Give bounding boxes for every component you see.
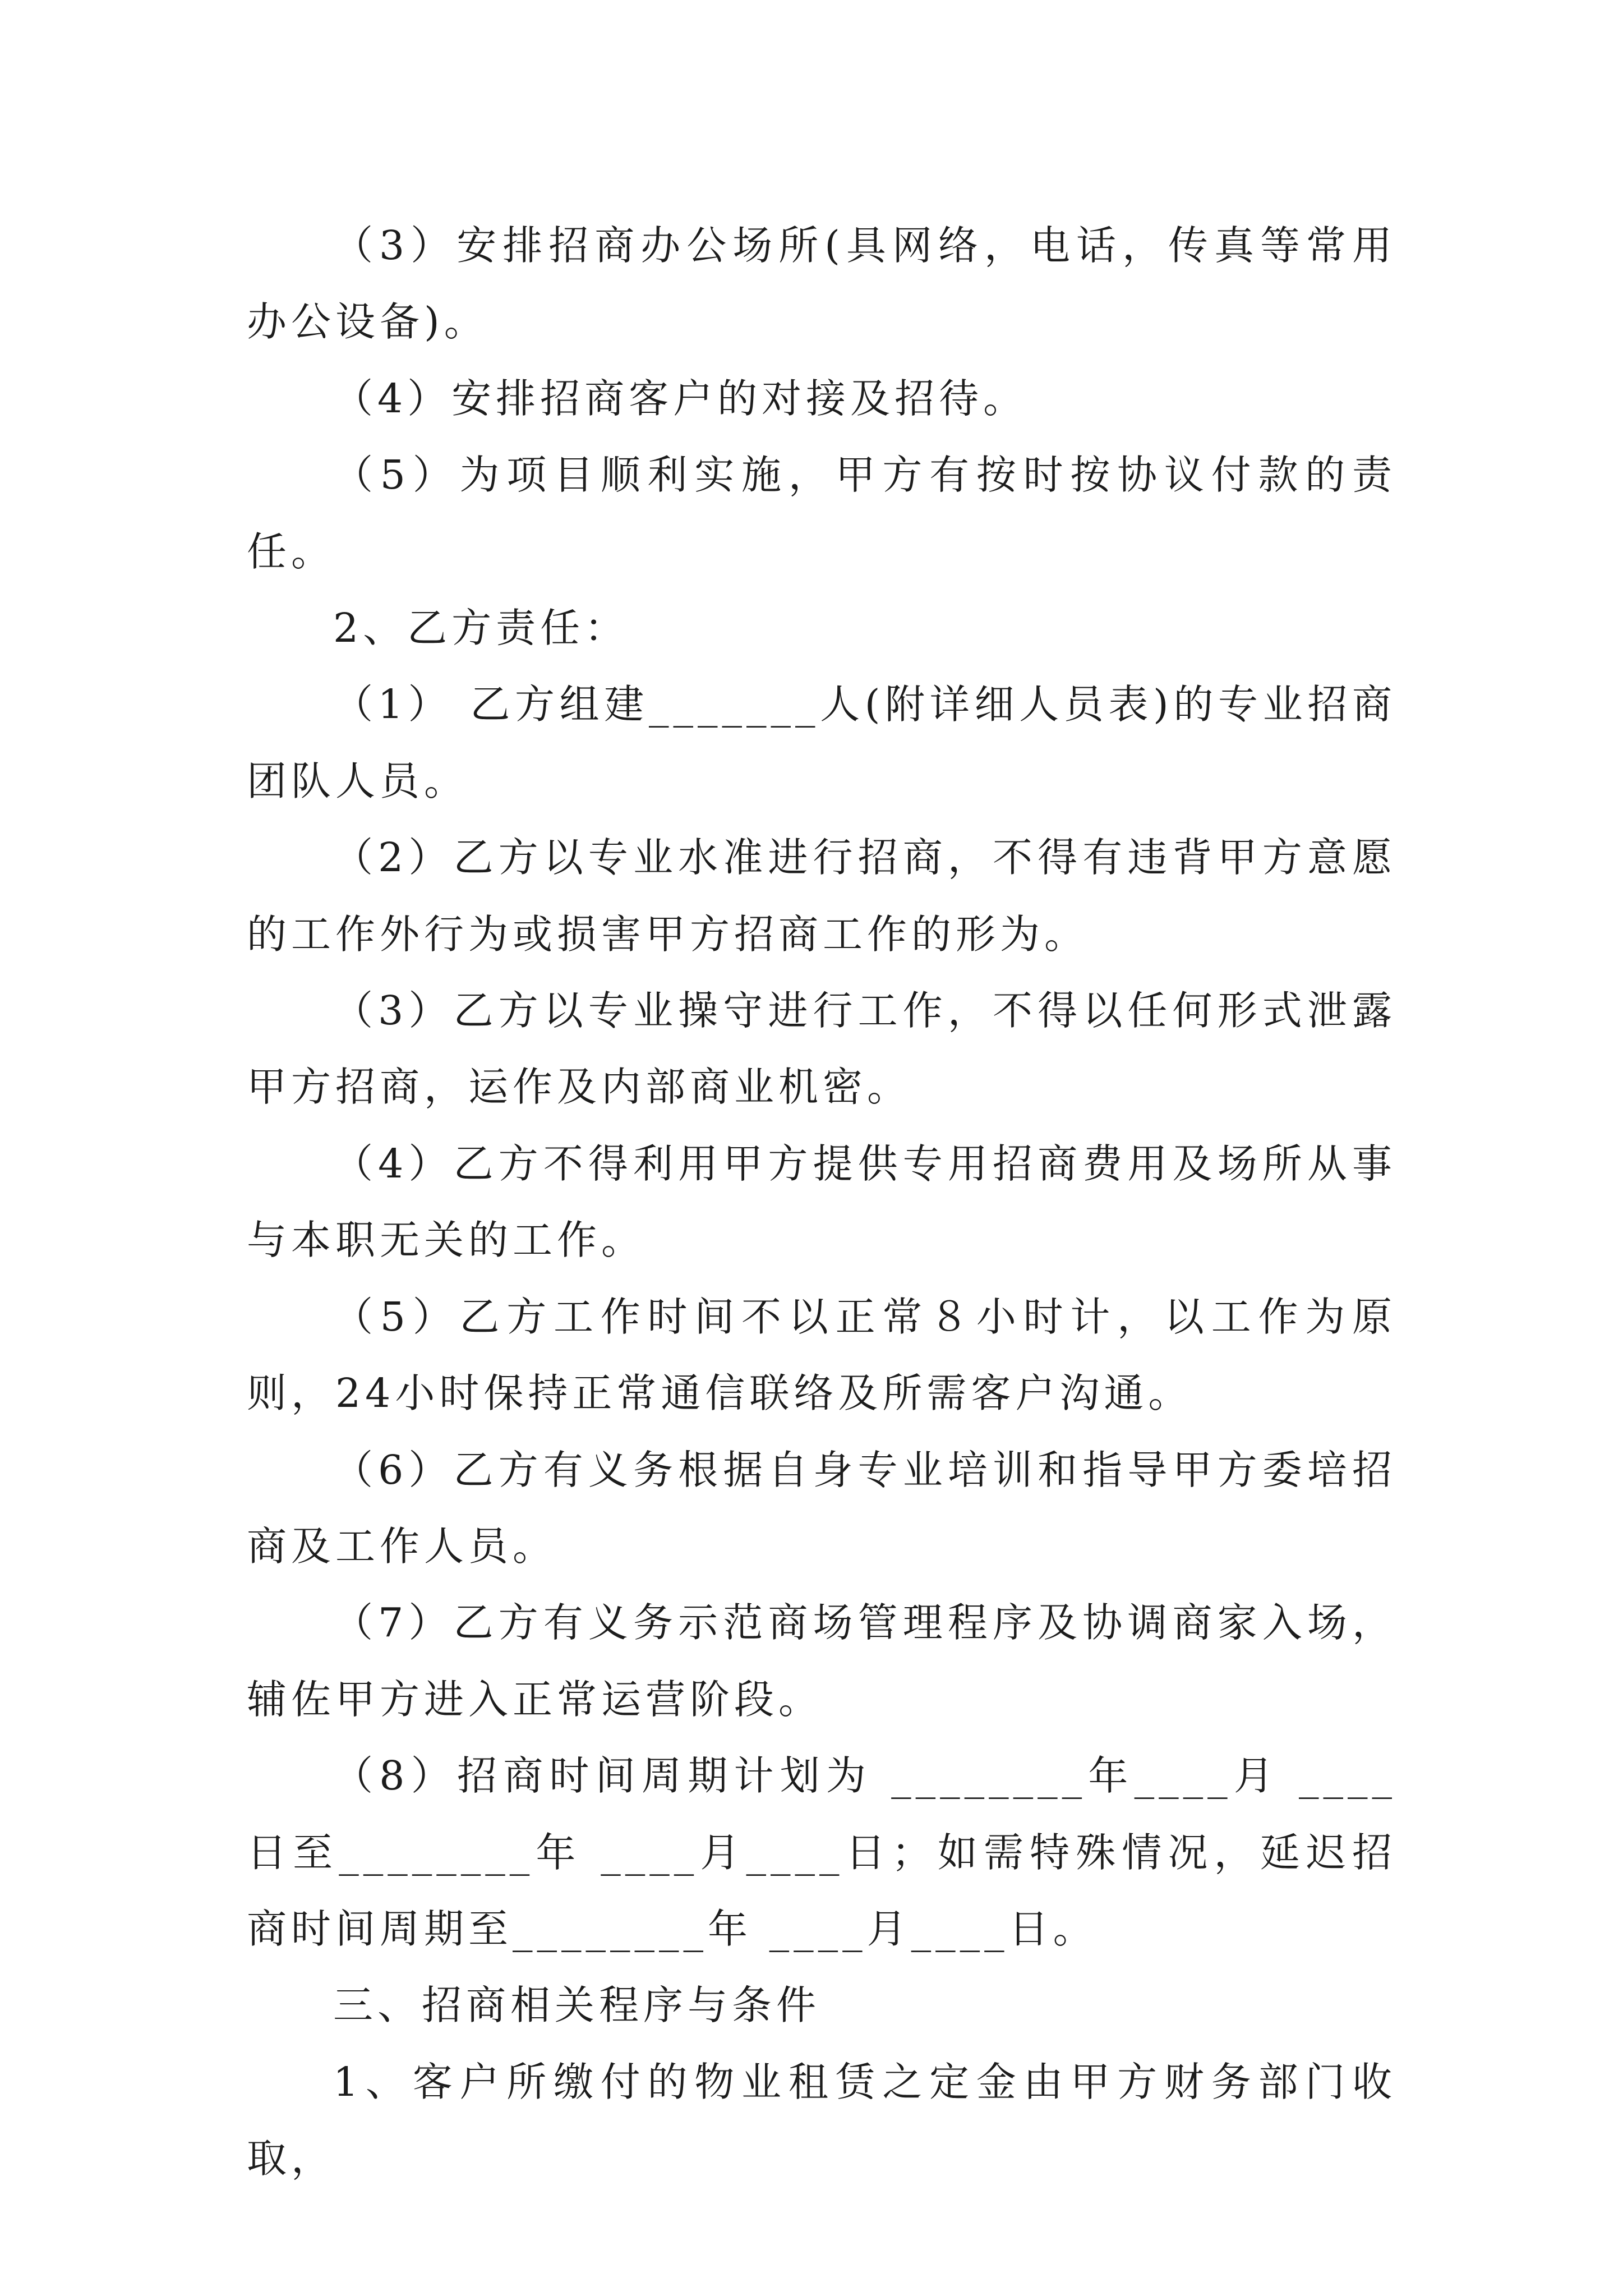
paragraph-party-a-duty-4: （4）安排招商客户的对接及招待。	[333, 375, 1028, 422]
paragraph-party-a-duty-3: （3）安排招商办公场所(具网络，电话，传真等常用办公设备)。	[247, 222, 1396, 346]
paragraph-party-b-duty-5: （5）乙方工作时间不以正常８小时计，以工作为原则，24小时保持正常通信联络及所需客户沟通。	[247, 1293, 1396, 1417]
paragraph-section-three-item-1: 1、客户所缴付的物业租赁之定金由甲方财务部门收取，	[247, 2058, 1396, 2182]
paragraph-party-b-duty-2: （2）乙方以专业水准进行招商，不得有违背甲方意愿的工作外行为或损害甲方招商工作的形为。	[247, 834, 1396, 958]
heading-section-three: 三、招商相关程序与条件	[333, 1982, 821, 2029]
paragraph-party-b-duty-8: （8）招商时间周期计划为 ________年____月 ____日至________年 ____月____日；如需特殊情况，延迟招商时间周期至________年 ____月____日。	[247, 1752, 1396, 1952]
document-body	[247, 208, 1396, 2197]
paragraph-party-b-duty-6: （6）乙方有义务根据自身专业培训和指导甲方委培招商及工作人员。	[247, 1446, 1396, 1570]
paragraph-party-b-duty-1: （1） 乙方组建_______人(附详细人员表)的专业招商团队人员。	[247, 681, 1396, 804]
paragraph-party-b-duty-3: （3）乙方以专业操守进行工作，不得以任何形式泄露甲方招商，运作及内部商业机密。	[247, 987, 1396, 1111]
paragraph-party-a-duty-5: （5）为项目顺利实施，甲方有按时按协议付款的责任。	[247, 452, 1396, 575]
heading-party-b-responsibilities: 2、乙方责任：	[333, 605, 629, 652]
paragraph-party-b-duty-4: （4）乙方不得利用甲方提供专用招商费用及场所从事与本职无关的工作。	[247, 1140, 1396, 1264]
paragraph-party-b-duty-7: （7）乙方有义务示范商场管理程序及协调商家入场，辅佐甲方进入正常运营阶段。	[247, 1599, 1396, 1723]
